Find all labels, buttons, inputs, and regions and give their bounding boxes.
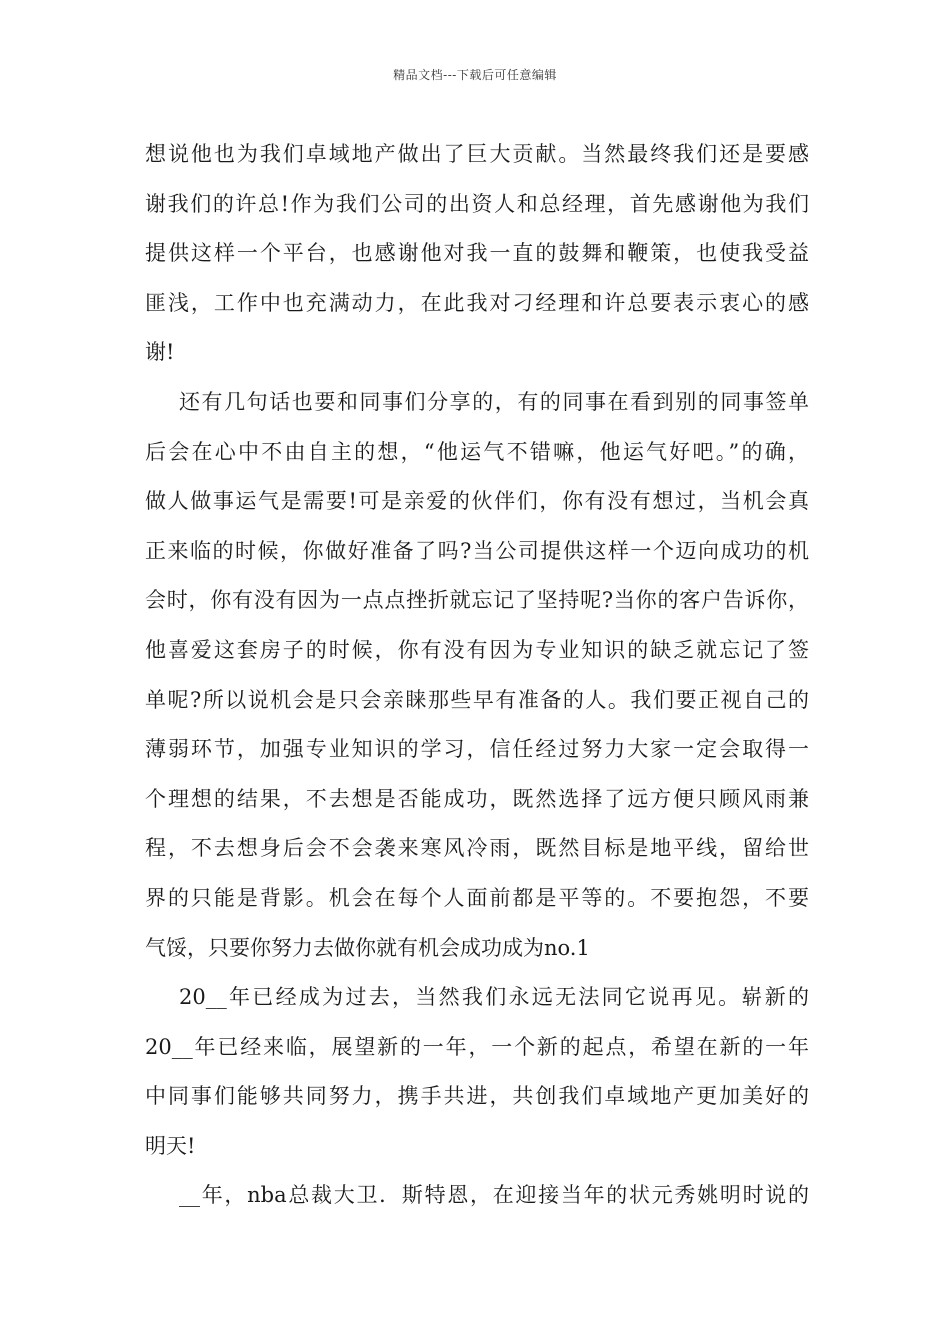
text-line: 谢我们的许总!作为我们公司的出资人和总经理，首先感谢他为我们 xyxy=(145,191,809,216)
text-line: 会时，你有没有因为一点点挫折就忘记了坚持呢?当你的客户告诉你， xyxy=(145,588,809,613)
text-line: 明天! xyxy=(145,1133,196,1158)
document-body xyxy=(145,130,809,1221)
text-line: 界的只能是背影。机会在每个人面前都是平等的。不要抱怨，不要 xyxy=(145,885,809,910)
text-line: 谢! xyxy=(145,340,175,365)
text-line: 20__年已经来临，展望新的一年，一个新的起点，希望在新的一年 xyxy=(145,1034,809,1059)
text-line: 气馁，只要你努力去做你就有机会成功成为no.1 xyxy=(145,935,590,960)
paragraph-1 xyxy=(145,130,809,378)
text-line: 想说他也为我们卓域地产做出了巨大贡献。当然最终我们还是要感 xyxy=(145,142,809,166)
text-line: 中同事们能够共同努力，携手共进，共创我们卓域地产更加美好的 xyxy=(145,1084,809,1109)
paragraph-3 xyxy=(145,973,809,1171)
text-line: 后会在心中不由自主的想，“他运气不错嘛，他运气好吧。”的确， xyxy=(145,439,809,464)
text-line: 提供这样一个平台，也感谢他对我一直的鼓舞和鞭策，也使我受益 xyxy=(145,241,809,266)
text-line: 做人做事运气是需要!可是亲爱的伙伴们，你有没有想过，当机会真 xyxy=(145,489,809,514)
text-line: 20__年已经成为过去，当然我们永远无法同它说再见。崭新的 xyxy=(179,985,809,1010)
text-line: 还有几句话也要和同事们分享的，有的同事在看到别的同事签单 xyxy=(179,389,809,414)
text-line: 正来临的时候，你做好准备了吗?当公司提供这样一个迈向成功的机 xyxy=(145,538,809,563)
text-line: 薄弱环节，加强专业知识的学习，信任经过努力大家一定会取得一 xyxy=(145,737,809,762)
text-line: 个理想的结果，不去想是否能成功，既然选择了远方便只顾风雨兼 xyxy=(145,786,809,811)
text-line: 程，不去想身后会不会袭来寒风冷雨，既然目标是地平线，留给世 xyxy=(145,836,809,861)
text-line: 匪浅，工作中也充满动力，在此我对刁经理和许总要表示衷心的感 xyxy=(145,290,809,315)
text-line: __年，nba总裁大卫．斯特恩，在迎接当年的状元秀姚明时说的 xyxy=(179,1183,809,1208)
page-header: 精品文档---下载后可任意编辑 xyxy=(393,68,557,82)
paragraph-4 xyxy=(145,1171,809,1221)
text-line: 单呢?所以说机会是只会亲睐那些早有准备的人。我们要正视自己的 xyxy=(145,687,809,712)
text-line: 他喜爱这套房子的时候，你有没有因为专业知识的缺乏就忘记了签 xyxy=(145,637,809,662)
paragraph-2 xyxy=(145,378,809,973)
